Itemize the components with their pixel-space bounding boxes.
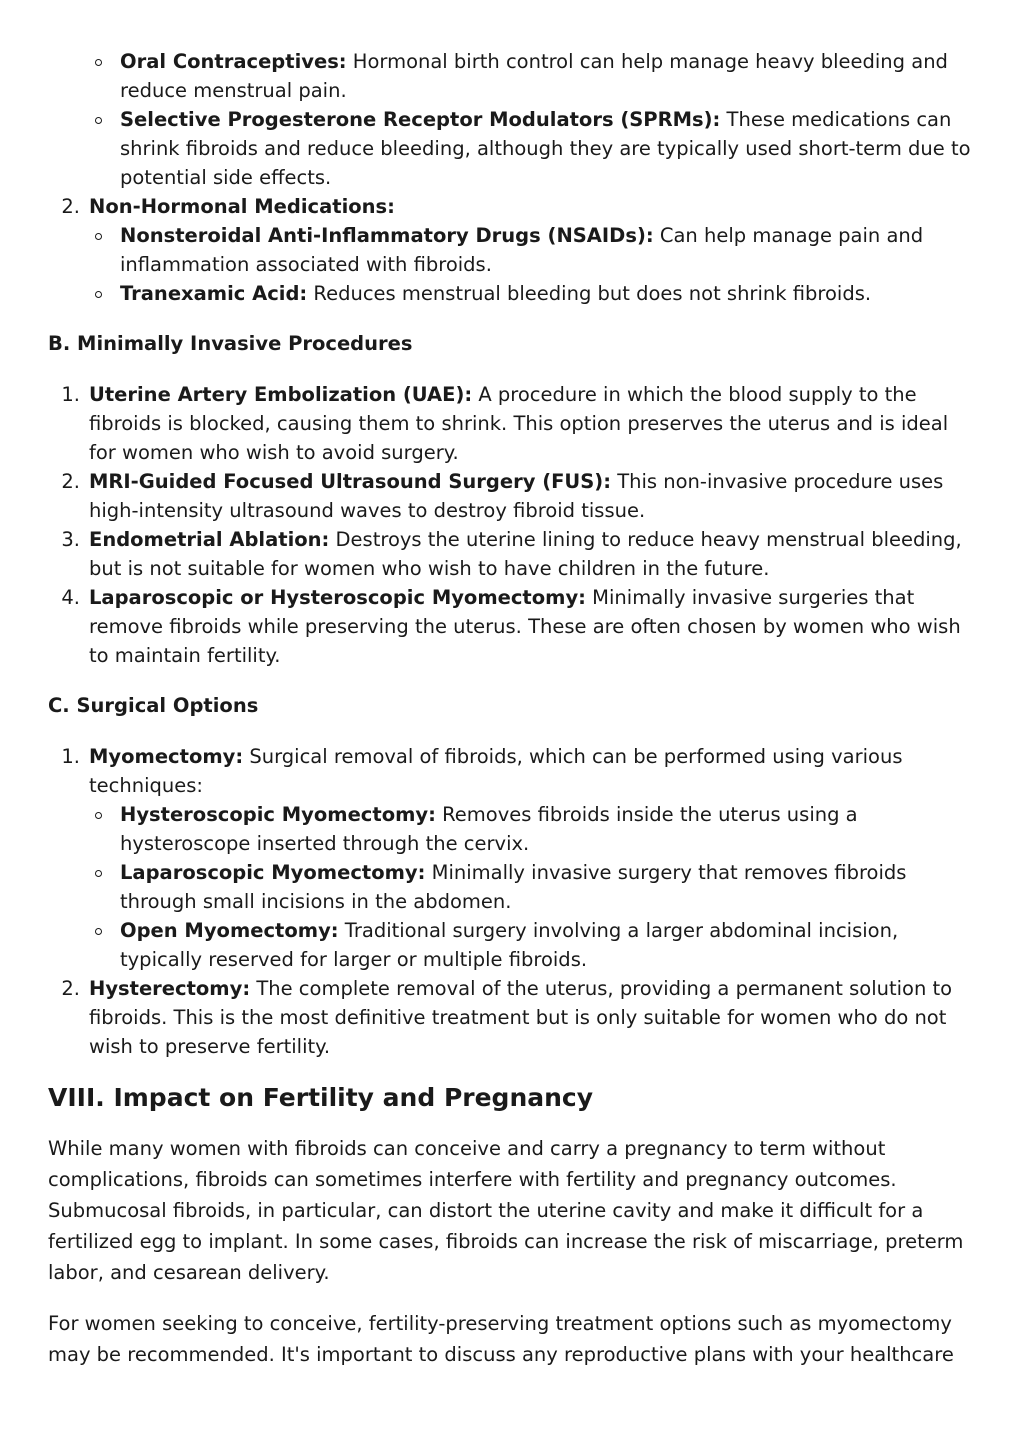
section-heading-b: B. Minimally Invasive Procedures <box>48 332 413 355</box>
numbered-item <box>48 467 978 525</box>
item-number: 2. <box>61 195 80 218</box>
item-text: Minimally invasive surgery that removes fibroids through small incisions in the abdomen. <box>120 861 907 913</box>
item-term: Laparoscopic Myomectomy: <box>120 861 426 884</box>
list-item <box>48 279 978 308</box>
item-term: Open Myomectomy: <box>120 919 339 942</box>
item-term: Endometrial Ablation: <box>89 528 330 551</box>
circle-bullet-icon <box>95 59 102 66</box>
item-text: Reduces menstrual bleeding but does not shrink fibroids. <box>307 282 872 305</box>
item-term: Uterine Artery Embolization (UAE): <box>89 383 473 406</box>
item-text: Traditional surgery involving a larger abdominal incision, typically reserved for larger or multiple fibroids. <box>120 919 899 971</box>
hormonal-subitem-list <box>48 47 978 192</box>
list-item <box>48 916 978 974</box>
item-term: Oral Contraceptives: <box>120 50 347 73</box>
item-term: Hysterectomy: <box>89 977 251 1000</box>
item-term: Non-Hormonal Medications: <box>89 195 395 218</box>
list-item <box>48 800 978 858</box>
non-hormonal-list <box>48 192 978 308</box>
paragraph: While many women with fibroids can conceive and carry a pregnancy to term without complications, fibroids can sometimes interfere with fertility and pregnancy outcomes. Submucosal fibroids, in particular, can distort the uterine cavity and make it difficult for a fertilized egg to implant. In some cases, fibroids can increase the risk of miscarriage, preterm labor, and cesarean delivery. <box>48 1137 964 1284</box>
numbered-item-myomectomy <box>48 742 978 800</box>
item-text: Destroys the uterine lining to reduce heavy menstrual bleeding, but is not suitable for women who wish to have children in the future. <box>89 528 962 580</box>
item-text: These medications can shrink fibroids and reduce bleeding, although they are typically used short-term due to potential side effects. <box>120 108 971 189</box>
item-term: Laparoscopic or Hysteroscopic Myomectomy: <box>89 586 586 609</box>
item-text: Minimally invasive surgeries that remove fibroids while preserving the uterus. These are often chosen by women who wish to maintain fertility. <box>89 586 961 667</box>
item-term: MRI-Guided Focused Ultrasound Surgery (FUS): <box>89 470 612 493</box>
item-number: 2. <box>61 470 80 493</box>
item-number: 1. <box>61 383 80 406</box>
item-number: 1. <box>61 745 80 768</box>
item-term: Myomectomy: <box>89 745 244 768</box>
item-text: A procedure in which the blood supply to the fibroids is blocked, causing them to shrink. This option preserves the uterus and is ideal for women who wish to avoid surgery. <box>89 383 949 464</box>
paragraph: For women seeking to conceive, fertility-preserving treatment options such as myomectomy may be recommended. It's important to discuss any reproductive plans with your healthcare <box>48 1312 954 1366</box>
list-item <box>48 47 978 105</box>
numbered-item-hysterectomy <box>48 974 978 1061</box>
circle-bullet-icon <box>95 870 102 877</box>
circle-bullet-icon <box>95 117 102 124</box>
item-number: 2. <box>61 977 80 1000</box>
section-b-list <box>48 380 978 670</box>
item-term: Tranexamic Acid: <box>120 282 308 305</box>
numbered-item <box>48 380 978 467</box>
item-text: The complete removal of the uterus, providing a permanent solution to fibroids. This is the most definitive treatment but is only suitable for women who do not wish to preserve fertility. <box>89 977 953 1058</box>
item-term: Nonsteroidal Anti-Inflammatory Drugs (NSAIDs): <box>120 224 654 247</box>
item-text: Removes fibroids inside the uterus using a hysteroscope inserted through the cervix. <box>120 803 858 855</box>
section-heading-c: C. Surgical Options <box>48 694 259 717</box>
section-c-list <box>48 742 978 1061</box>
item-text: Can help manage pain and inflammation associated with fibroids. <box>120 224 924 276</box>
item-text: This non-invasive procedure uses high-intensity ultrasound waves to destroy fibroid tissue. <box>89 470 944 522</box>
list-item <box>48 221 978 279</box>
list-item <box>48 858 978 916</box>
list-item <box>48 105 978 192</box>
item-term: Selective Progesterone Receptor Modulators (SPRMs): <box>120 108 721 131</box>
document-page <box>48 47 978 1370</box>
circle-bullet-icon <box>95 812 102 819</box>
circle-bullet-icon <box>95 928 102 935</box>
numbered-item <box>48 525 978 583</box>
item-term: Hysteroscopic Myomectomy: <box>120 803 436 826</box>
item-number: 3. <box>61 528 80 551</box>
item-number: 4. <box>61 586 80 609</box>
circle-bullet-icon <box>95 291 102 298</box>
numbered-item <box>48 583 978 670</box>
item-text: Surgical removal of fibroids, which can be performed using various techniques: <box>89 745 903 797</box>
circle-bullet-icon <box>95 233 102 240</box>
section-heading-viii: VIII. Impact on Fertility and Pregnancy <box>48 1083 594 1112</box>
item-text: Hormonal birth control can help manage heavy bleeding and reduce menstrual pain. <box>120 50 948 102</box>
numbered-item-non-hormonal <box>48 192 978 221</box>
